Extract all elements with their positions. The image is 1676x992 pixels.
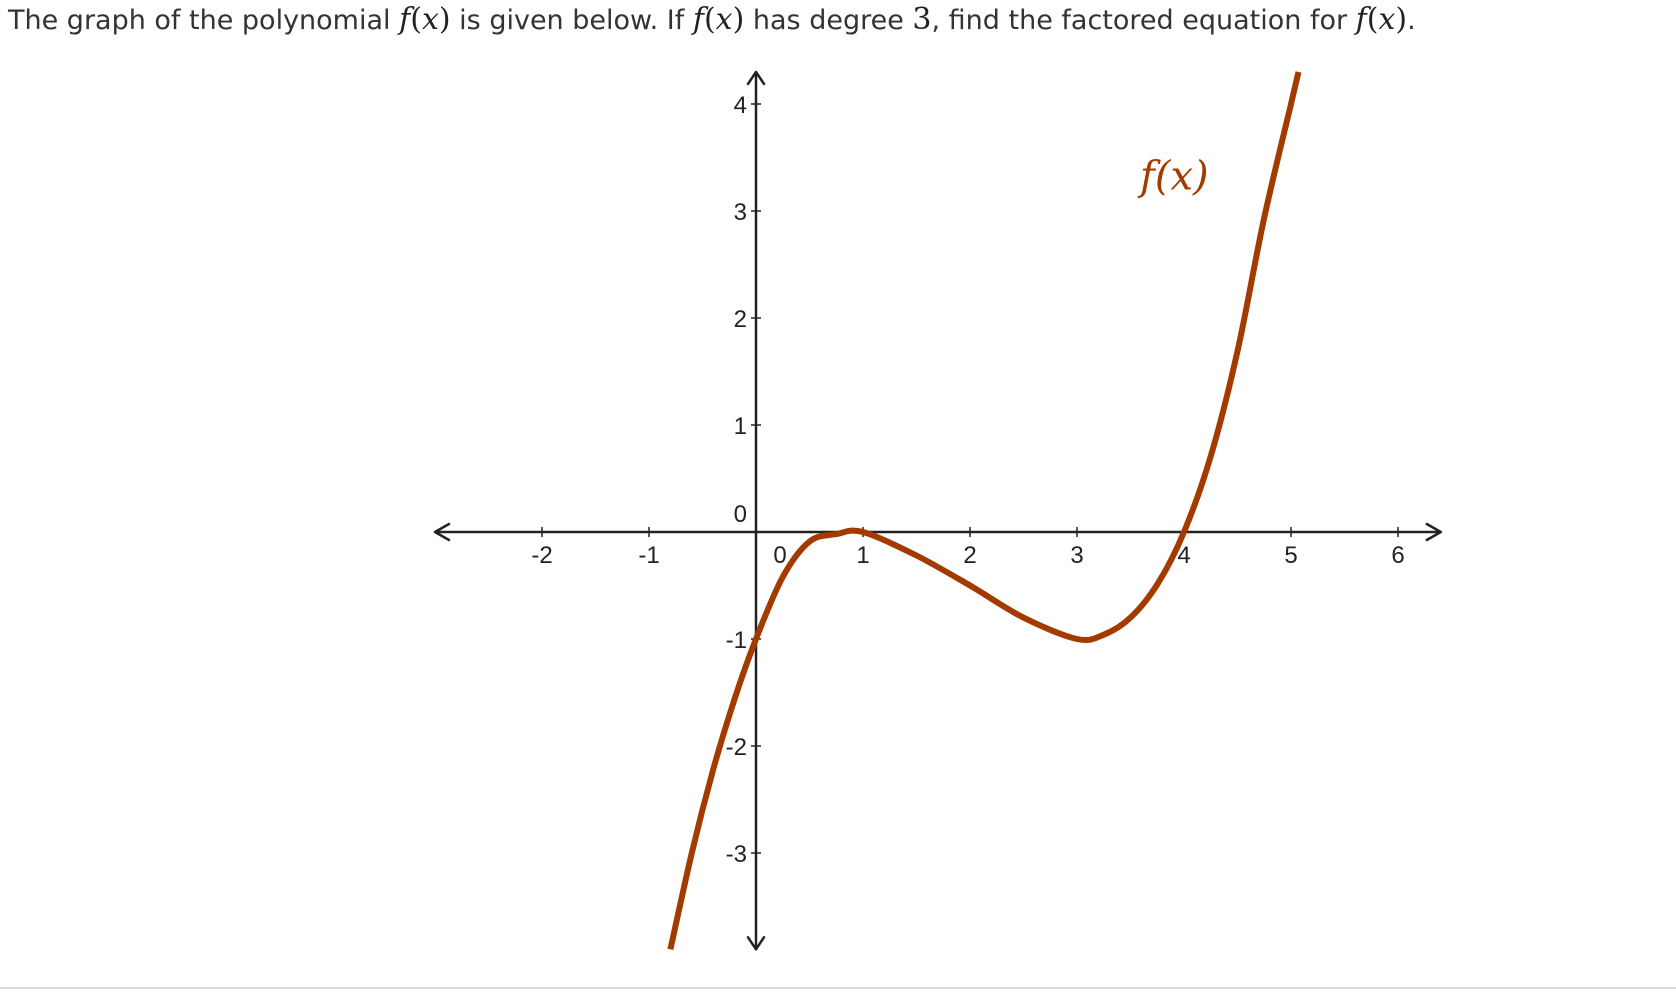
- x-tick-label: 6: [1391, 542, 1405, 569]
- fx-curve: [670, 72, 1298, 949]
- fx-math-2: f(x): [692, 2, 745, 37]
- x-tick-label: 1: [856, 542, 870, 569]
- y-tick-label: -3: [725, 841, 747, 868]
- x-tick-label: -2: [531, 542, 553, 569]
- x-tick-label: 2: [963, 542, 977, 569]
- divider-line: [0, 987, 1676, 989]
- x-tick-label: 4: [1177, 542, 1191, 569]
- question-part-1: The graph of the polynomial: [8, 5, 400, 36]
- y-tick-label: 0: [733, 501, 747, 528]
- y-tick-label: 1: [733, 413, 747, 440]
- x-tick-label: 0: [773, 542, 787, 569]
- question-end: .: [1407, 5, 1416, 36]
- y-tick-label: -1: [725, 627, 747, 654]
- y-tick-label: 3: [733, 199, 747, 226]
- fx-math-1: f(x): [399, 2, 451, 37]
- x-tick-label: 5: [1284, 542, 1298, 569]
- question-part-4: , find the factored equation for: [931, 5, 1356, 36]
- degree-value: 3: [912, 2, 932, 37]
- question-part-2: is given below. If: [450, 5, 693, 36]
- fx-curve-label: f(x): [1140, 153, 1209, 200]
- y-tick-label: 4: [733, 92, 747, 119]
- fx-math-3: f(x): [1355, 2, 1408, 37]
- x-tick-label: -1: [638, 542, 660, 569]
- question-part-3: has degree: [744, 5, 913, 36]
- y-tick-label: 2: [733, 306, 747, 333]
- y-tick-label: -2: [725, 734, 747, 761]
- x-tick-label: 3: [1070, 542, 1084, 569]
